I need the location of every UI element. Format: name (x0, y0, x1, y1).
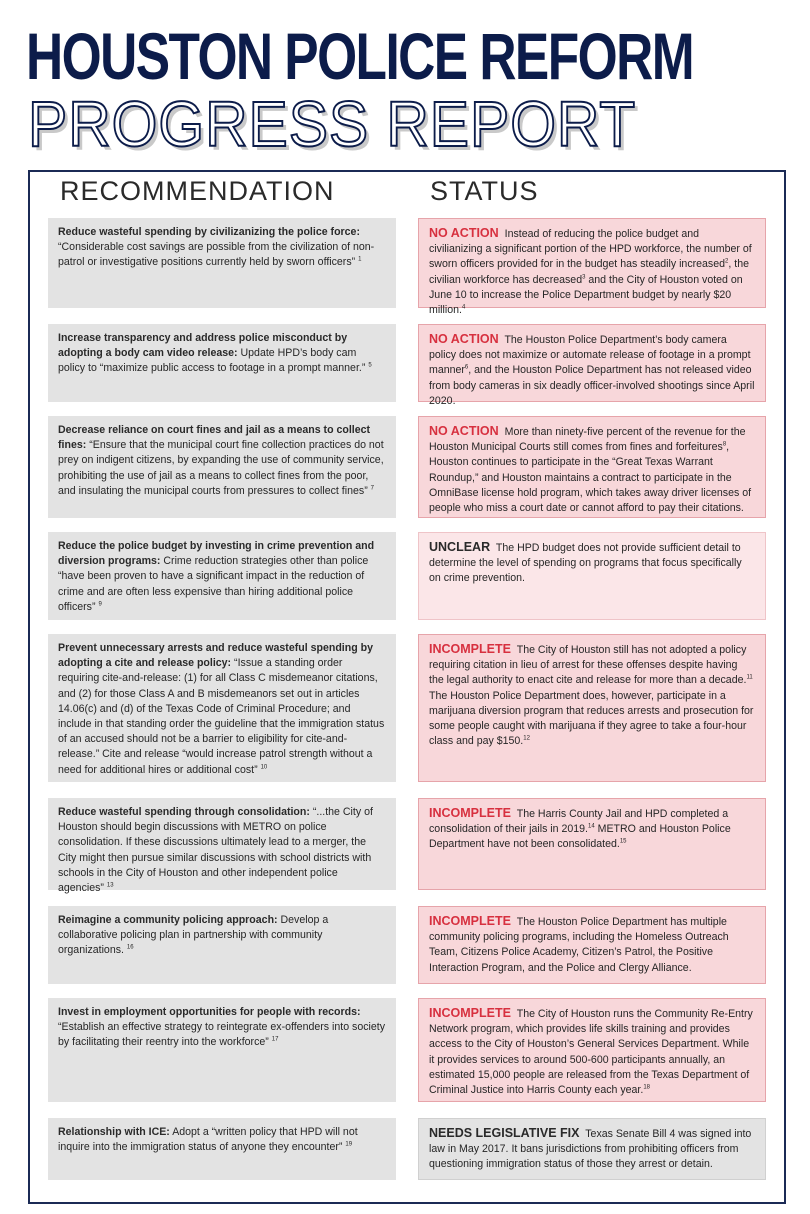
recommendation-text: Update HPD’s body cam policy to “maximize public access to footage in a prompt manner.” (58, 347, 366, 375)
footnote-marker: 18 (643, 1084, 650, 1091)
recommendation-text: “Issue a standing order requiring cite-and-release: (1) for all Class C misdemeanor citations, and (2) for those Class A and B misdemeanors set out in articles 14.06(c) and (d) of the Texas Code of Criminal Procedure; and include in that standing order the guideline that the immigration status of an accused should not be a barrier to eligibility for cite-and-release.” Cite and release “would increase patrol strength without a need for additional hires or additional cost” (58, 657, 385, 776)
recommendation-column-heading: RECOMMENDATION (60, 176, 335, 206)
status-card (418, 324, 766, 407)
recommendation-card (48, 218, 396, 308)
status-text: The City of Houston still has not adopted a policy requiring citation in lieu of arrest for these offenses despite having the legal authority to enact cite and release for more than a decade. (429, 644, 747, 687)
footnote-marker: 2 (725, 258, 729, 265)
recommendation-text: “Establish an effective strategy to reintegrate ex-offenders into society by facilitating their reentry into the workforce” (58, 1021, 386, 1049)
status-text: , and the Houston Police Department has not released video from body cameras in six deadly officer-involved shootings since April 2020. (429, 364, 755, 407)
recommendation-heading: Prevent unnecessary arrests and reduce wasteful spending by adopting a cite and release policy: (58, 642, 373, 670)
status-card (418, 1118, 766, 1180)
recommendation-card (48, 634, 396, 782)
status-text: , Houston continues to participate in the “Great Texas Warrant Roundup,” and Houston maintains a contract to participate in the OmniBase license hold program, which takes away driver licenses of people who miss a court date or cannot afford to pay their citations. (429, 441, 752, 515)
status-label: INCOMPLETE (429, 914, 511, 928)
footnote-marker: 8 (722, 441, 727, 448)
status-card (418, 218, 766, 317)
status-label: NO ACTION (429, 424, 499, 438)
recommendation-card (48, 416, 396, 518)
status-card (418, 634, 766, 782)
status-text: The Houston Police Department’s body camera policy does not maximize or automate release of footage in a prompt manner (429, 334, 751, 377)
footnote-marker: 12 (523, 735, 530, 742)
recommendation-heading: Increase transparency and address police misconduct by adopting a body cam video release: (58, 332, 348, 360)
status-text: Texas Senate Bill 4 was signed into law in May 2017. It bans jurisdictions from prohibiting officers from questioning immigration status of those they arrest or detain. (429, 1128, 752, 1171)
recommendation-heading: Reimagine a community policing approach: (58, 914, 278, 926)
status-card (418, 416, 766, 518)
recommendation-text: Crime reduction strategies other than police “have been proven to have a significant impact in the reduction of crime and are often less expensive than hiring additional police officers” (58, 555, 369, 613)
recommendation-heading: Invest in employment opportunities for people with records: (58, 1006, 361, 1018)
recommendation-card (48, 1118, 396, 1180)
recommendation-text: “Ensure that the municipal court fine collection practices do not prey on indigent citizens, by expanding the use of community service, prohibiting the use of jail as a means to collect fines from the poor, and insulating the municipal courts from pressures to collect fines” (58, 439, 384, 497)
status-text: The City of Houston runs the Community Re-Entry Network program, which provides life skills training and provides access to the City of Houston’s General Services Department. While it provides services to around 500-600 participants annually, an estimated 15,000 people are released from the Texas Department of Criminal Justice into Harris County each year. (429, 1008, 753, 1097)
footnote-marker: 19 (345, 1141, 353, 1148)
status-text: and the City of Houston voted on June 10 to increase the Police Department budget by nearly $20 million. (429, 273, 743, 317)
footnote-marker: 13 (106, 882, 114, 889)
recommendation-card (48, 998, 396, 1102)
footnote-marker: 4 (461, 304, 466, 311)
status-text: , the civilian workforce has decreased (429, 258, 749, 286)
footnote-marker: 3 (582, 274, 586, 281)
recommendation-card (48, 906, 396, 984)
recommendation-heading: Reduce the police budget by investing in crime prevention and diversion programs: (58, 540, 375, 568)
status-text: The HPD budget does not provide sufficient detail to determine the level of spending on programs that focus specifically on crime prevention. (429, 542, 742, 585)
recommendation-card (48, 324, 396, 402)
footnote-marker: 15 (619, 838, 627, 845)
footnote-marker: 17 (271, 1036, 279, 1043)
report-title-line-1: HOUSTON POLICE REFORM (26, 19, 694, 93)
report-title-line-2: PROGRESS REPORT (28, 88, 637, 160)
status-label: INCOMPLETE (429, 806, 511, 820)
status-card (418, 798, 766, 890)
status-card (418, 906, 766, 984)
footnote-marker: 5 (368, 362, 372, 369)
footnote-marker: 16 (126, 944, 134, 951)
status-label: INCOMPLETE (429, 642, 511, 656)
recommendation-card (48, 798, 396, 895)
recommendation-heading: Reduce wasteful spending through consolidation: (58, 806, 310, 818)
status-label: NO ACTION (429, 226, 499, 240)
status-card (418, 532, 766, 620)
footnote-marker: 10 (260, 764, 268, 771)
footnote-marker: 6 (464, 364, 469, 371)
footnote-marker: 14 (588, 823, 595, 830)
recommendation-heading: Reduce wasteful spending by civilizanizing the police force: (58, 226, 360, 238)
footnote-marker: 11 (746, 674, 753, 681)
recommendation-card (48, 532, 396, 620)
status-text: The Houston Police Department does, however, participate in a marijuana diversion program that reduces arrests and prosecution for some people caught with marijuana if they agree to take a four-hour class and pay $150. (429, 689, 754, 748)
recommendation-text: Adopt a “written policy that HPD will not inquire into the immigration status of anyone they encounter” (58, 1126, 358, 1154)
status-text: The Harris County Jail and HPD completed a consolidation of their jails in 2019. (429, 808, 729, 836)
recommendation-text: “Considerable cost savings are possible from the civilization of non-patrol or investigative positions currently held by sworn officers” (58, 241, 375, 269)
status-text: Instead of reducing the police budget and civilianizing a significant portion of the HPD workforce, the number of sworn officers provided for in the budget has steadily increased (429, 228, 752, 271)
status-label: NO ACTION (429, 332, 499, 346)
footnote-marker: 1 (358, 256, 362, 263)
status-text: The Houston Police Department has multiple community policing programs, including the Homeless Outreach Team, Citizens Police Academy, Citizen’s Patrol, the Positive Interaction Program, and the Police and Clergy Alliance. (429, 916, 729, 974)
status-card (418, 998, 766, 1102)
status-text: METRO and Houston Police Department have not been consolidated. (429, 823, 731, 851)
status-label: INCOMPLETE (429, 1006, 511, 1020)
footnote-marker: 9 (98, 601, 102, 608)
recommendation-text: Develop a collaborative policing plan in partnership with community organizations. (58, 914, 329, 957)
footnote-marker: 7 (370, 485, 375, 492)
status-column-heading: STATUS (430, 176, 539, 206)
recommendation-text: “...the City of Houston should begin discussions with METRO on police consolidation. If these discussions ultimately lead to a merger, the City might then pursue similar discussions with school districts with schools in the City of Houston and other independent police agencies” (58, 806, 373, 895)
status-label: NEEDS LEGISLATIVE FIX (429, 1126, 580, 1140)
recommendation-heading: Relationship with ICE: (58, 1126, 170, 1138)
status-label: UNCLEAR (429, 540, 491, 554)
recommendation-heading: Decrease reliance on court fines and jail as a means to collect fines: (58, 424, 371, 452)
status-text: More than ninety-five percent of the revenue for the Houston Municipal Courts still comes from fines and forfeitures (429, 426, 746, 454)
